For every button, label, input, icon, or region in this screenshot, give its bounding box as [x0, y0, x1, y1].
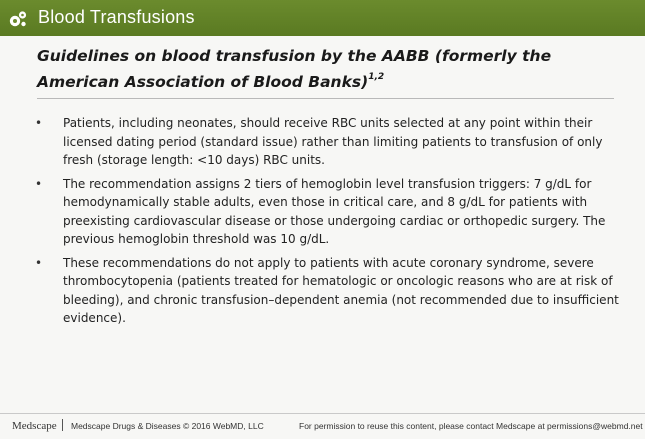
bullet-item: • These recommendations do not apply to patients with acute coronary syndrome, severe thrombocytopenia (patients treated for hematologic or oncologic reasons who are at risk of bleeding), and chronic transfusion–dependent anemia (not recommended due to insufficient evidence). — [30, 254, 625, 328]
header-bar — [0, 0, 645, 36]
footer-permission: For permission to reuse this content, please contact Medscape at permissions@webmd.net — [299, 421, 643, 431]
footer-separator — [62, 419, 63, 431]
footer-divider — [0, 413, 645, 414]
bullet-item: • Patients, including neonates, should receive RBC units selected at any point within their licensed dating period (standard issue) rather than limiting patients to transfusion of only fresh (storage length: <10 days) RBC units. — [30, 114, 625, 170]
slide-subtitle — [37, 45, 617, 94]
footer — [0, 413, 645, 439]
header-title: Blood Transfusions — [38, 7, 195, 27]
bullet-list — [30, 114, 625, 333]
subtitle-text: Guidelines on blood transfusion by the AABB (formerly the American Association of Blood Banks) — [37, 47, 552, 92]
bullet-item: • The recommendation assigns 2 tiers of hemoglobin level transfusion triggers: 7 g/dL for hemodynamically stable adults, even those in critical care, and 8 g/dL for patients with preexisting cardiovascular disease or those undergoing cardiac or orthopedic surgery. The previous hemoglobin threshold was 10 g/dL. — [30, 175, 625, 249]
medscape-logo: Medscape — [12, 420, 57, 432]
blood-cells-icon — [8, 9, 28, 29]
divider — [37, 98, 614, 99]
subtitle-superscript: 1,2 — [368, 72, 385, 82]
footer-copyright: Medscape Drugs & Diseases © 2016 WebMD, LLC — [71, 421, 264, 431]
